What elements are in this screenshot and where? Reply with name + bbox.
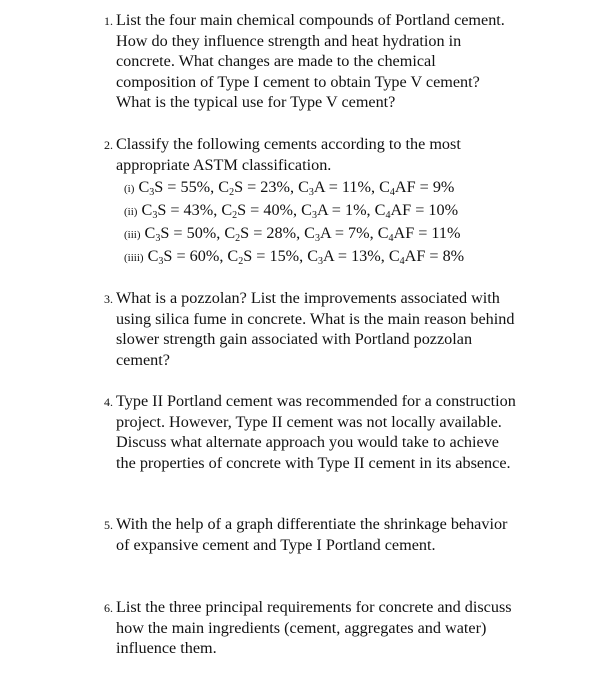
question-number: 3. — [104, 292, 113, 306]
composition-item: (iiii) $C_3S = 60\%$, $C_2S = 15\%$, $C_3A = 13\%$, $C_4AF = 8\%$ — [124, 247, 465, 268]
question-text: Classify the following cements according to the most appropriate ASTM classification. — [116, 135, 461, 174]
question-text: What is a pozzolan? List the improvements associated with using silica fume in concrete. What is the main reason behind slower strength gain associated with Portland pozzolan cement? — [116, 289, 515, 369]
question-3 — [104, 288, 524, 370]
question-text: Type II Portland cement was recommended for a construction project. However, Type II cement was not locally available. Discuss what alternate approach you would take to achieve the properties of concrete with Type II cement in its absence. — [116, 392, 516, 472]
question-text: List the four main chemical compounds of Portland cement. How do they influence strength and heat hydration in concrete. What changes are made to the chemical composition of Type I cement to obtain Type V cement? What is the typical use for Type V cement? — [116, 11, 505, 112]
composition-item: (iii) $C_3S = 50\%$, $C_2S = 28\%$, $C_3A = 7\%$, $C_4AF = 11\%$ — [124, 224, 461, 245]
composition-item: (i) $C_3S = 55\%$, $C_2S = 23\%$, $C_3A = 11\%$, $C_4AF = 9\%$ — [124, 178, 455, 199]
question-4 — [104, 391, 524, 473]
composition-item: (ii) $C_3S = 43\%$, $C_2S = 40\%$, $C_3A = 1\%$, $C_4AF = 10\%$ — [124, 201, 459, 222]
question-number: 2. — [104, 138, 113, 152]
question-text: List the three principal requirements for concrete and discuss how the main ingredients (cement, aggregates and water) influence them. — [116, 598, 512, 658]
question-1 — [104, 10, 524, 113]
question-number: 6. — [104, 601, 113, 615]
question-6 — [104, 597, 524, 659]
question-number: 4. — [104, 395, 113, 409]
question-text: With the help of a graph differentiate the shrinkage behavior of expansive cement and Type I Portland cement. — [116, 515, 508, 554]
question-5 — [104, 514, 524, 555]
question-number: 5. — [104, 518, 113, 532]
question-number: 1. — [104, 14, 113, 28]
question-2 — [104, 134, 524, 268]
cement-composition-list — [124, 176, 524, 268]
